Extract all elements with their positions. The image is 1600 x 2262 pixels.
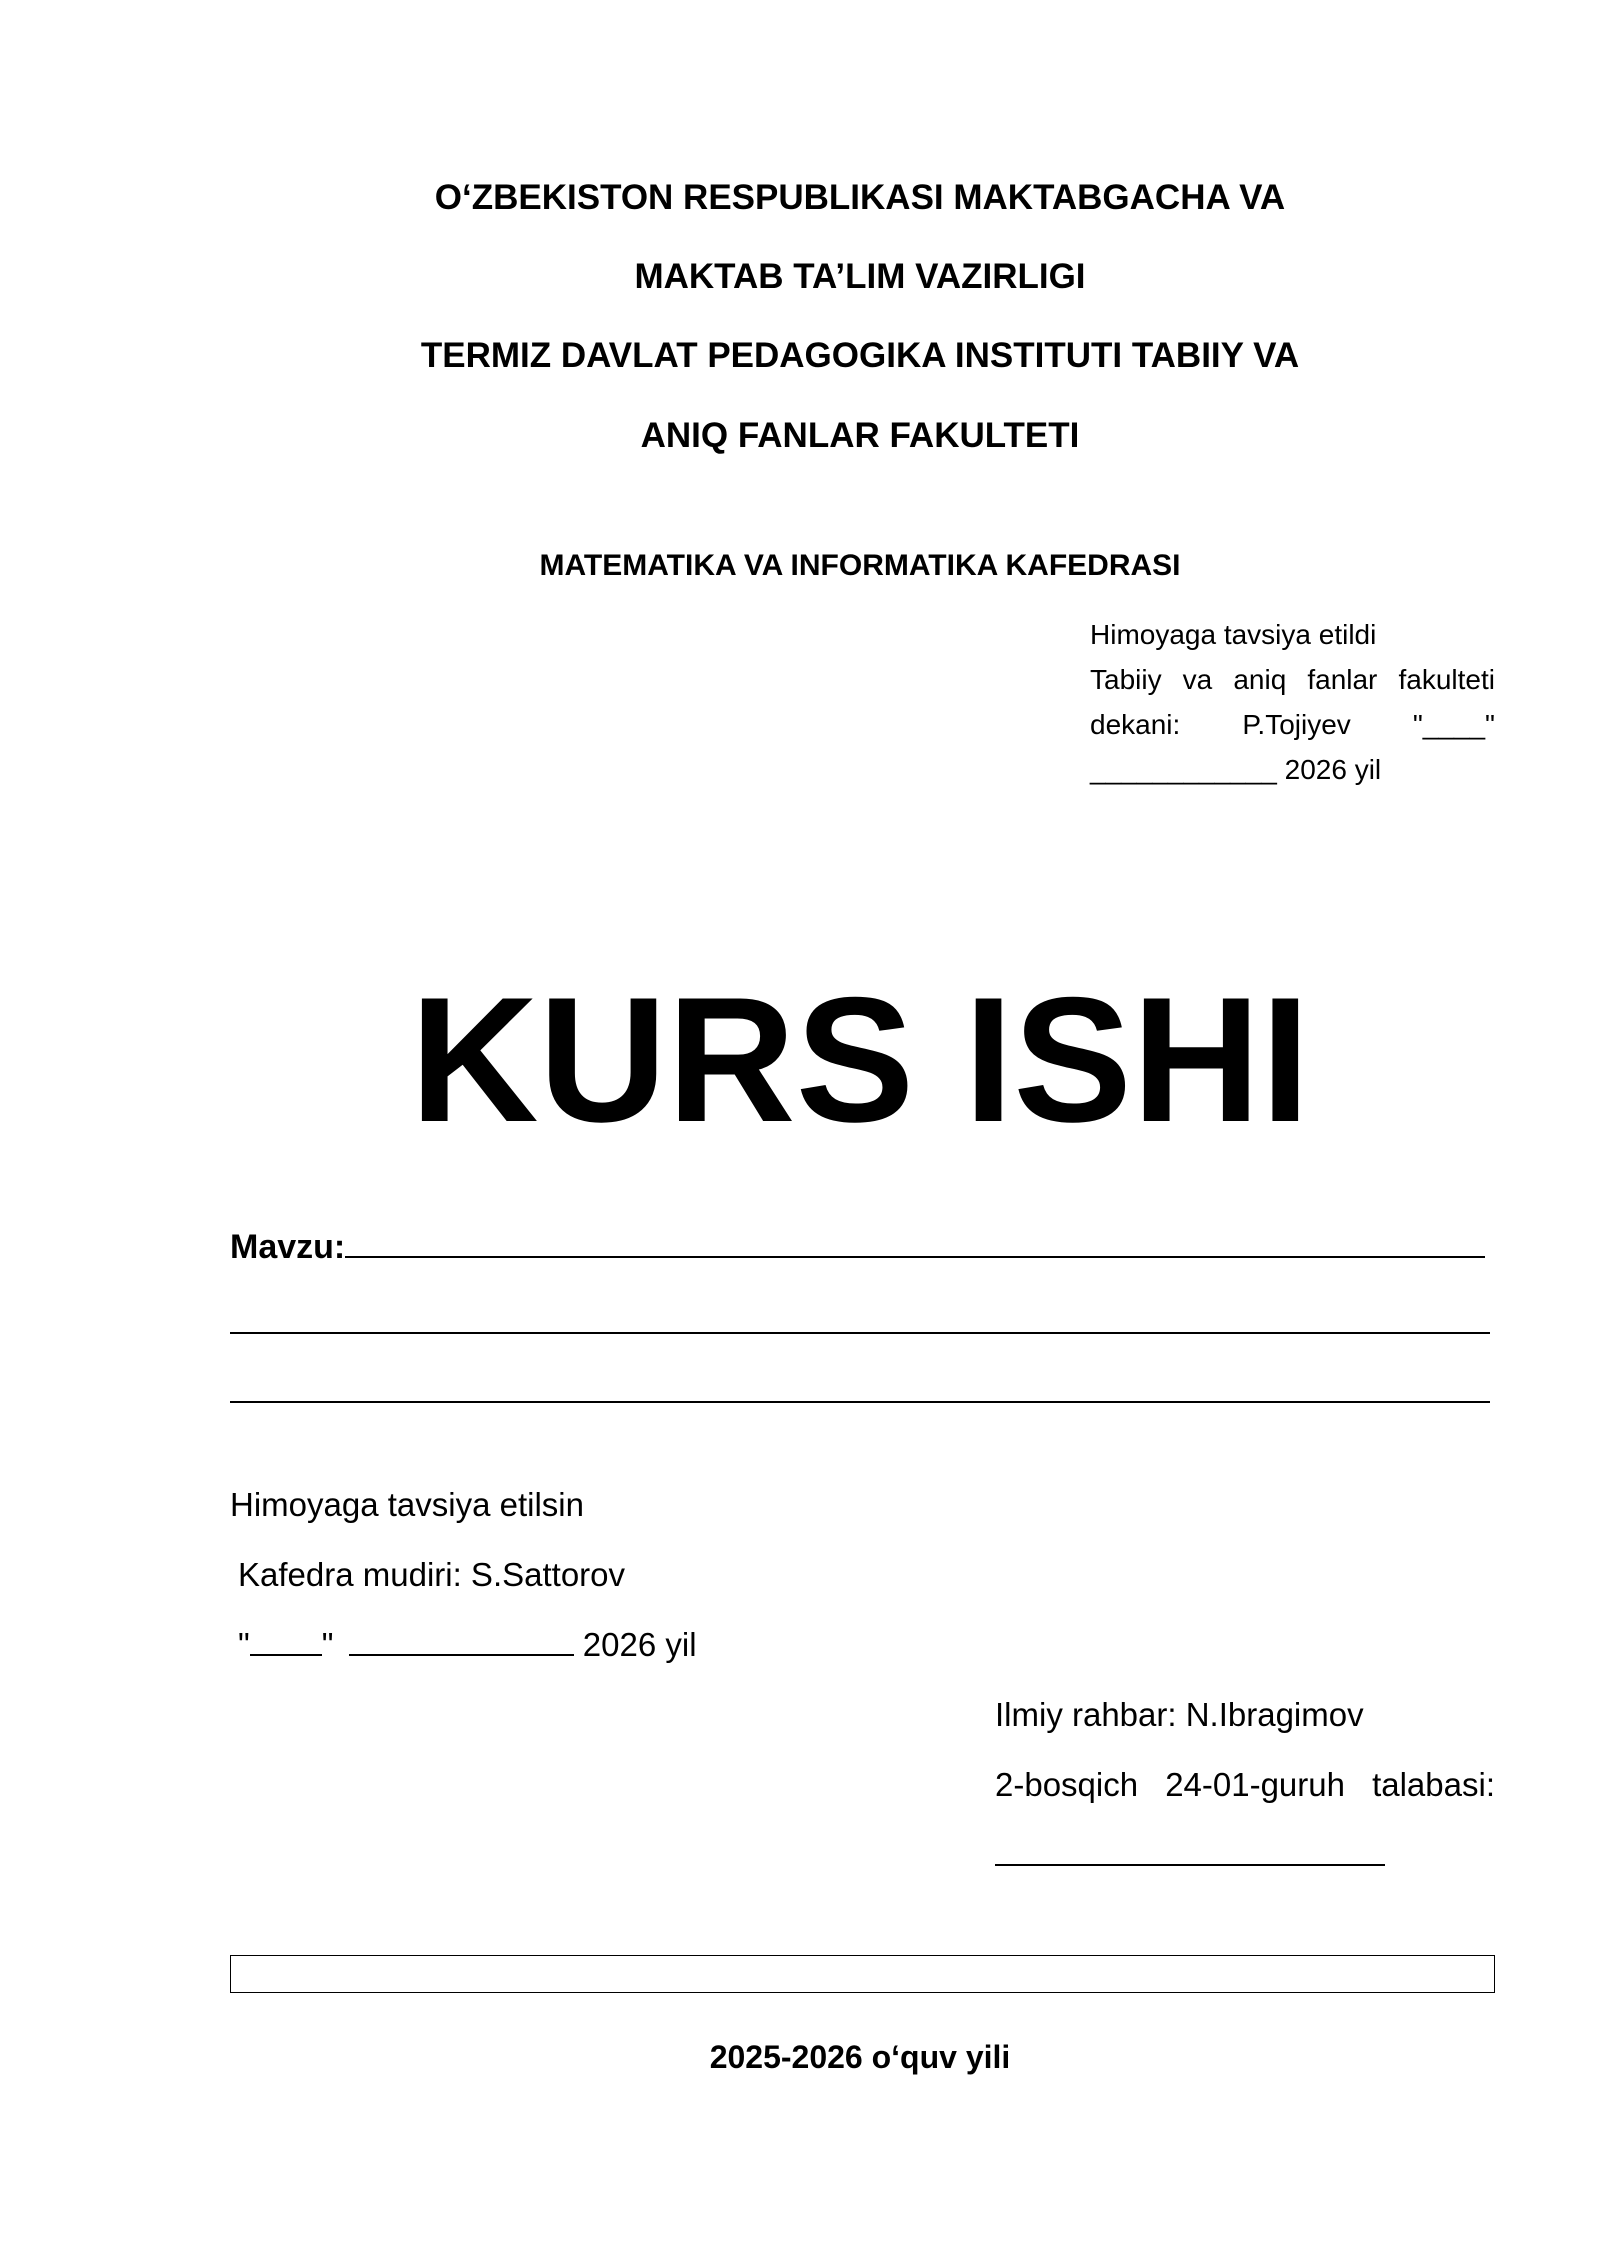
approval-date-line: ____________ 2026 yil bbox=[1090, 754, 1382, 785]
dean-name: P.Tojiyev bbox=[1242, 709, 1351, 740]
date-close-quote: " bbox=[321, 1626, 334, 1663]
student-word: 24-01-guruh bbox=[1165, 1766, 1345, 1803]
topic-blank-line bbox=[345, 1222, 1485, 1258]
ministry-title-line-2: MAKTAB TA’LIM VAZIRLIGI bbox=[634, 257, 1086, 296]
scientific-advisor-text: Ilmiy rahbar: N.Ibragimov bbox=[995, 1696, 1364, 1733]
topic-blank-line-3 bbox=[230, 1401, 1490, 1403]
defense-date-line bbox=[230, 1610, 697, 1680]
approval-word: fakulteti bbox=[1398, 664, 1495, 695]
date-open-quote: " bbox=[238, 1626, 250, 1663]
ministry-title-line-1: O‘ZBEKISTON RESPUBLIKASI MAKTABGACHA VA bbox=[434, 178, 1286, 217]
student-word: talabasi: bbox=[1372, 1766, 1495, 1803]
approval-dean-line bbox=[1090, 702, 1495, 747]
topic-row bbox=[230, 1222, 1485, 1268]
student-name-line bbox=[995, 1820, 1495, 1890]
student-line bbox=[995, 1750, 1495, 1820]
defense-recommend-text: Himoyaga tavsiya etilsin bbox=[230, 1486, 584, 1523]
approval-word: fanlar bbox=[1307, 664, 1378, 695]
institute-title-line-2: ANIQ FANLAR FAKULTETI bbox=[640, 416, 1080, 455]
dean-approval-block bbox=[1090, 612, 1495, 792]
academic-year: 2025-2026 o‘quv yili bbox=[709, 2039, 1011, 2075]
empty-frame-box bbox=[230, 1955, 1495, 1993]
date-year: 2026 yil bbox=[582, 1626, 697, 1663]
topic-blank-line-2 bbox=[230, 1332, 1490, 1334]
date-day-blank bbox=[250, 1626, 322, 1656]
date-month-blank bbox=[349, 1626, 574, 1656]
institute-title-line-1: TERMIZ DAVLAT PEDAGOGIKA INSTITUTI TABIIY VA bbox=[420, 336, 1300, 375]
supervisor-block bbox=[995, 1680, 1495, 1890]
department-title: MATEMATIKA VA INFORMATIKA KAFEDRASI bbox=[539, 549, 1181, 582]
approval-word: va bbox=[1182, 664, 1213, 695]
dean-label: dekani: bbox=[1090, 709, 1181, 740]
student-name-blank bbox=[995, 1836, 1385, 1866]
approval-faculty-line bbox=[1090, 657, 1495, 702]
approval-word: aniq bbox=[1233, 664, 1287, 695]
defense-recommendation-block bbox=[230, 1470, 697, 1680]
department-head-text: Kafedra mudiri: S.Sattorov bbox=[238, 1556, 626, 1593]
document-title: KURS ISHI bbox=[410, 960, 1310, 1159]
approval-word: Tabiiy bbox=[1090, 664, 1162, 695]
dean-date-day: "____" bbox=[1412, 709, 1495, 740]
topic-label: Mavzu: bbox=[230, 1228, 346, 1266]
approval-recommended-text: Himoyaga tavsiya etildi bbox=[1090, 619, 1377, 650]
student-word: 2-bosqich bbox=[995, 1766, 1139, 1803]
